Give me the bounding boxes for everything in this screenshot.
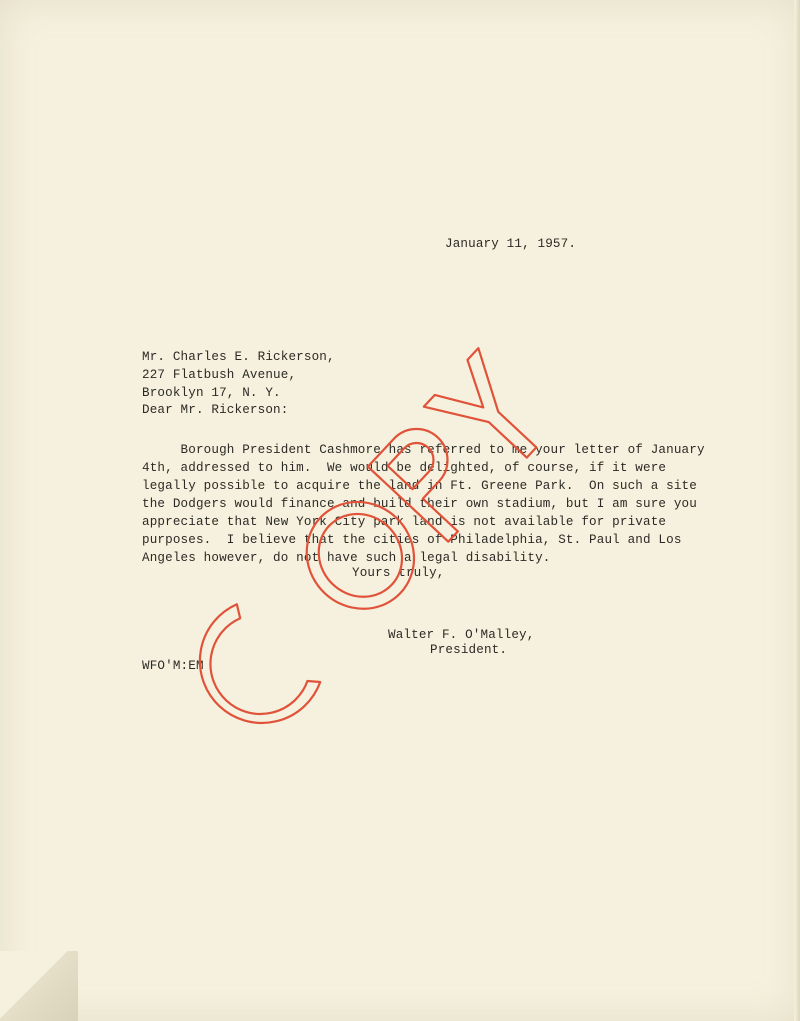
recipient-street: 227 Flatbush Avenue,: [142, 368, 297, 382]
body-line: the Dodgers would finance and build their own stadium, but I am sure you: [142, 497, 697, 511]
body-line: Angeles however, do not have such a legal disability.: [142, 551, 551, 565]
signature-title: President.: [430, 643, 508, 657]
body-line: 4th, addressed to him. We would be delighted, of course, if it were: [142, 461, 667, 475]
salutation: Dear Mr. Rickerson:: [142, 403, 289, 417]
body-line: legally possible to acquire the land in Ft. Greene Park. On such a site: [142, 479, 697, 493]
body-line: Borough President Cashmore has referred to me your letter of January: [142, 443, 705, 457]
corner-fold: [0, 951, 78, 1021]
body-line: purposes. I believe that the cities of Philadelphia, St. Paul and Los: [142, 533, 682, 547]
letter-body: [142, 441, 705, 567]
recipient-city: Brooklyn 17, N. Y.: [142, 386, 281, 400]
letter-date: January 11, 1957.: [445, 237, 577, 251]
body-line: appreciate that New York City park land is not available for private: [142, 515, 667, 529]
recipient-address: [142, 348, 335, 402]
closing: Yours truly,: [352, 566, 445, 580]
signature-name: Walter F. O'Malley,: [388, 628, 535, 642]
reference-initials: WFO'M:EM: [142, 659, 204, 673]
recipient-name: Mr. Charles E. Rickerson,: [142, 350, 335, 364]
page-edge: [794, 0, 800, 1021]
